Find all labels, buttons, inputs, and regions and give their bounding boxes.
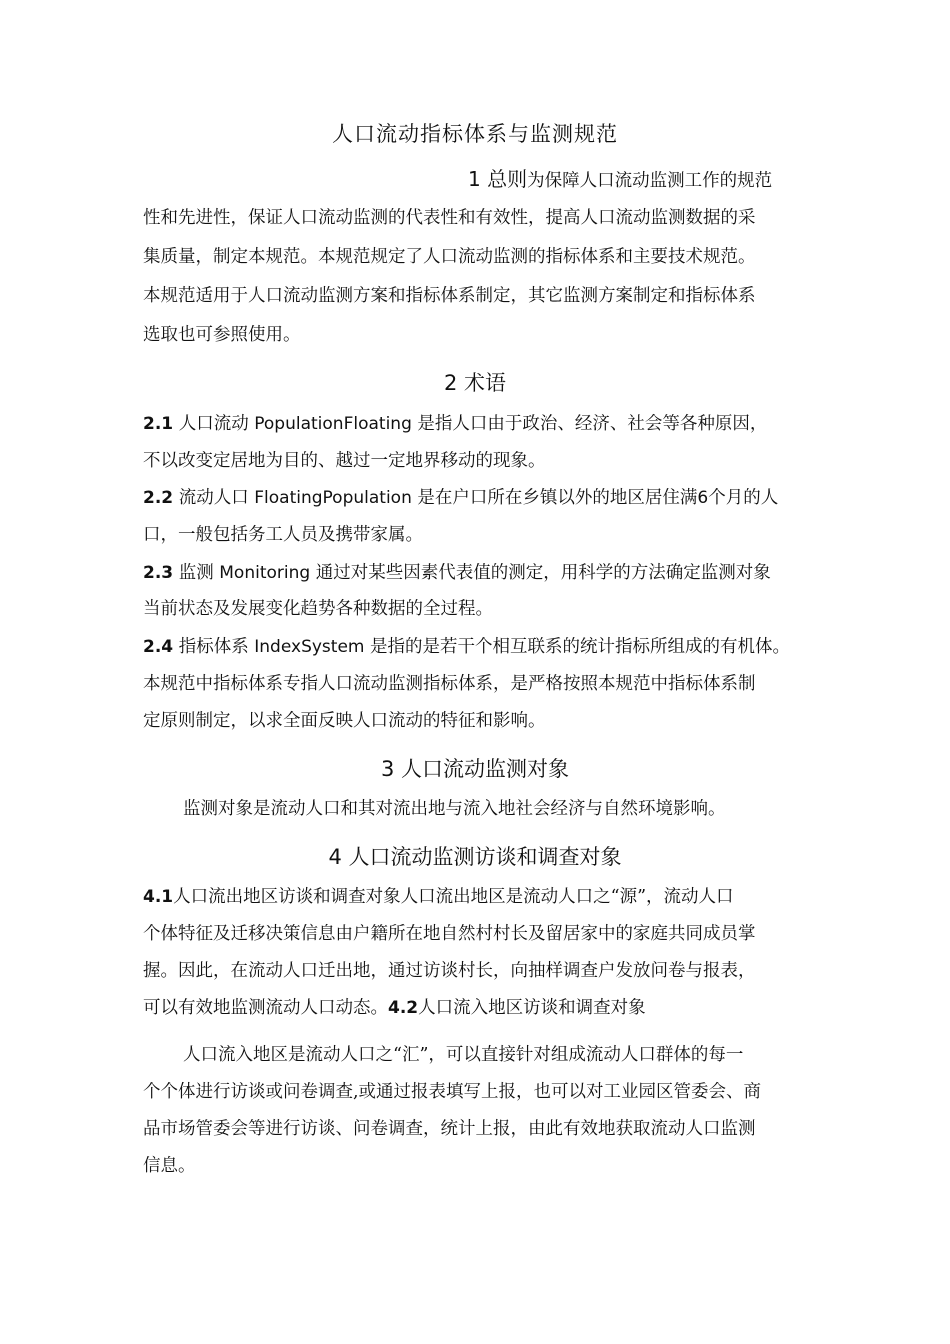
s4-p1-line1-text: 人口流出地区访谈和调查对象人口流出地区是流动人口之“源”，流动人口 xyxy=(173,887,734,907)
s4-2-number: 4.2 xyxy=(388,998,419,1018)
term-2-3-english: Monitoring xyxy=(219,563,311,583)
s3-heading: 3 人口流动监测对象 xyxy=(380,757,570,781)
s4-p1-line1 xyxy=(143,885,833,909)
term-2-2-english: FloatingPopulation xyxy=(254,488,412,508)
s4-2-heading: 人口流入地区访谈和调查对象 xyxy=(418,998,646,1018)
term-2-2-text: 是在户口所在乡镇以外的地区居住满 xyxy=(411,488,698,508)
term-2-1-name: 人口流动 xyxy=(173,414,255,434)
term-2-3-text: 通过对某些因素代表值的测定，用科学的方法确定监测对象 xyxy=(310,563,771,583)
term-2-1 xyxy=(143,412,833,436)
term-2-2-name: 流动人口 xyxy=(173,488,255,508)
s4-heading: 4 人口流动监测访谈和调查对象 xyxy=(328,845,622,869)
s4-p2-line4: 信息。 xyxy=(143,1156,196,1176)
term-2-4-text: 是指的是若干个相互联系的统计指标所组成的有机体。 xyxy=(364,637,791,657)
term-2-3 xyxy=(143,561,833,585)
s4-p2-line2: 个个体进行访谈或问卷调查,或通过报表填写上报，也可以对工业园区管委会、商 xyxy=(143,1082,762,1102)
term-2-4-cont2: 定原则制定，以求全面反映人口流动的特征和影响。 xyxy=(143,711,546,731)
term-2-2-six: 6 xyxy=(697,488,709,508)
s1-line1: 为保障人口流动监测工作的规范 xyxy=(527,171,773,191)
term-2-4-english: IndexSystem xyxy=(254,637,365,657)
s2-heading: 2 术语 xyxy=(443,371,507,395)
term-2-4-number: 2.4 xyxy=(143,637,174,657)
term-2-2-text2: 个月的人 xyxy=(708,488,779,508)
term-2-4 xyxy=(143,635,833,659)
term-2-2-number: 2.2 xyxy=(143,488,174,508)
s4-p1-line4-text: 可以有效地监测流动人口动态。 xyxy=(143,998,388,1018)
s4-1-number: 4.1 xyxy=(143,887,174,907)
term-2-1-cont: 不以改变定居地为目的、越过一定地界移动的现象。 xyxy=(143,451,546,471)
s1-line3: 集质量，制定本规范。本规范规定了人口流动监测的指标体系和主要技术规范。 xyxy=(143,247,756,267)
s4-p2-line1: 人口流入地区是流动人口之“汇”，可以直接针对组成流动人口群体的每一 xyxy=(183,1045,744,1065)
s1-line5: 选取也可参照使用。 xyxy=(143,325,301,345)
term-2-1-text: 是指人口由于政治、经济、社会等各种原因， xyxy=(411,414,768,434)
document-title: 人口流动指标体系与监测规范 xyxy=(332,122,618,146)
s3-text: 监测对象是流动人口和其对流出地与流入地社会经济与自然环境影响。 xyxy=(183,799,726,819)
term-2-3-cont: 当前状态及发展变化趋势各种数据的全过程。 xyxy=(143,599,493,619)
s4-p1-line4 xyxy=(143,996,833,1020)
term-2-4-cont1: 本规范中指标体系专指人口流动监测指标体系，是严格按照本规范中指标体系制 xyxy=(143,674,756,694)
term-2-3-name: 监测 xyxy=(173,563,220,583)
s4-p1-line3: 握。因此，在流动人口迁出地，通过访谈村长，向抽样调查户发放问卷与报表， xyxy=(143,961,756,981)
s1-line4: 本规范适用于人口流动监测方案和指标体系制定，其它监测方案制定和指标体系 xyxy=(143,286,756,306)
s1-line2: 性和先进性，保证人口流动监测的代表性和有效性，提高人口流动监测数据的采 xyxy=(143,208,756,228)
term-2-2 xyxy=(143,486,833,510)
term-2-2-cont: 口，一般包括务工人员及携带家属。 xyxy=(143,525,423,545)
s1-first-line xyxy=(468,167,950,193)
s4-p1-line2: 个体特征及迁移决策信息由户籍所在地自然村村长及留居家中的家庭共同成员掌 xyxy=(143,924,756,944)
term-2-3-number: 2.3 xyxy=(143,563,174,583)
term-2-1-number: 2.1 xyxy=(143,414,174,434)
term-2-4-name: 指标体系 xyxy=(173,637,255,657)
s1-heading: 1 总则 xyxy=(468,167,528,191)
s4-p2-line3: 品市场管委会等进行访谈、问卷调查，统计上报，由此有效地获取流动人口监测 xyxy=(143,1119,756,1139)
term-2-1-english: PopulationFloating xyxy=(254,414,412,434)
